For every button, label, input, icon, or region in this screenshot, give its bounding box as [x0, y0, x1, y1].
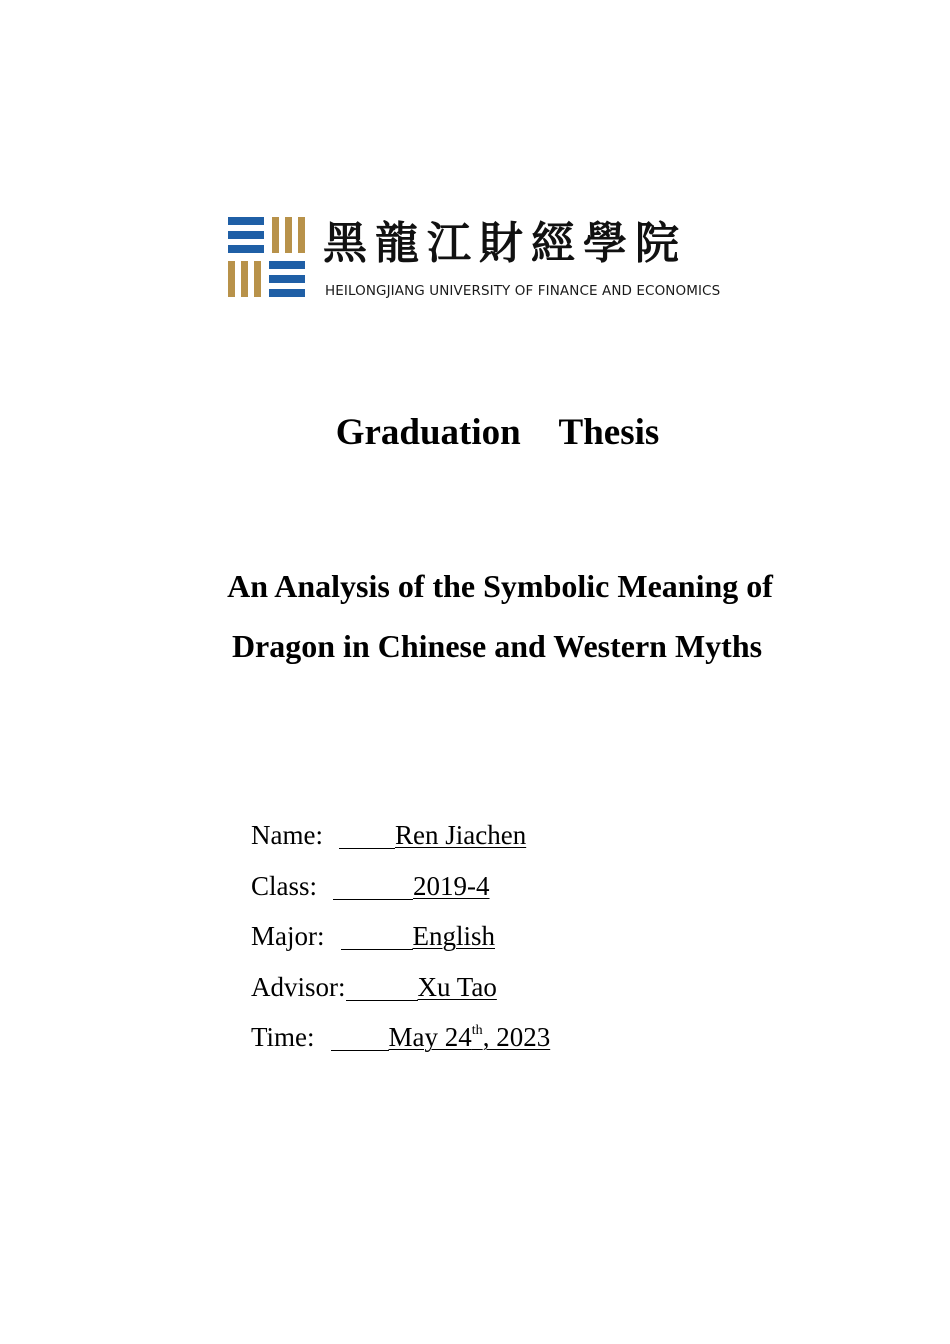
- time-value-date: May 24: [388, 1022, 472, 1052]
- student-info-block: [251, 812, 550, 1065]
- thesis-title-line-1: An Analysis of the Symbolic Meaning of: [227, 568, 773, 604]
- underline-blank: [339, 818, 395, 849]
- info-row-advisor: [251, 964, 550, 1015]
- major-value: English: [412, 921, 496, 951]
- underline-blank: [341, 919, 413, 950]
- info-row-class: [251, 863, 550, 914]
- info-row-major: [251, 913, 550, 964]
- logo-emblem-icon: [228, 217, 308, 297]
- major-label: Major:: [251, 921, 325, 951]
- thesis-title-line-2: Dragon in Chinese and Western Myths: [231, 628, 763, 664]
- logo-english-name: HEILONGJIANG UNIVERSITY OF FINANCE AND ECONOMICS: [325, 283, 721, 299]
- info-row-name: [251, 812, 550, 863]
- advisor-label: Advisor:: [251, 971, 346, 1002]
- logo-chinese-name: 黑龍江財經學院: [323, 218, 687, 269]
- time-label: Time:: [251, 1022, 315, 1052]
- underline-blank: [346, 970, 418, 1001]
- underline-blank: [333, 869, 413, 900]
- class-value: 2019-4: [413, 870, 490, 901]
- time-value-ordinal: th: [471, 1023, 483, 1038]
- document-type-heading: Graduation Thesis: [335, 412, 660, 453]
- info-row-time: [251, 1014, 550, 1065]
- advisor-value: Xu Tao: [417, 971, 497, 1002]
- class-label: Class:: [251, 870, 318, 901]
- name-value: Ren Jiachen: [394, 820, 527, 850]
- underline-blank: [331, 1020, 389, 1051]
- time-value-year: , 2023: [482, 1022, 551, 1052]
- time-value: [389, 1014, 551, 1060]
- university-logo: [228, 212, 773, 302]
- name-label: Name:: [251, 820, 323, 850]
